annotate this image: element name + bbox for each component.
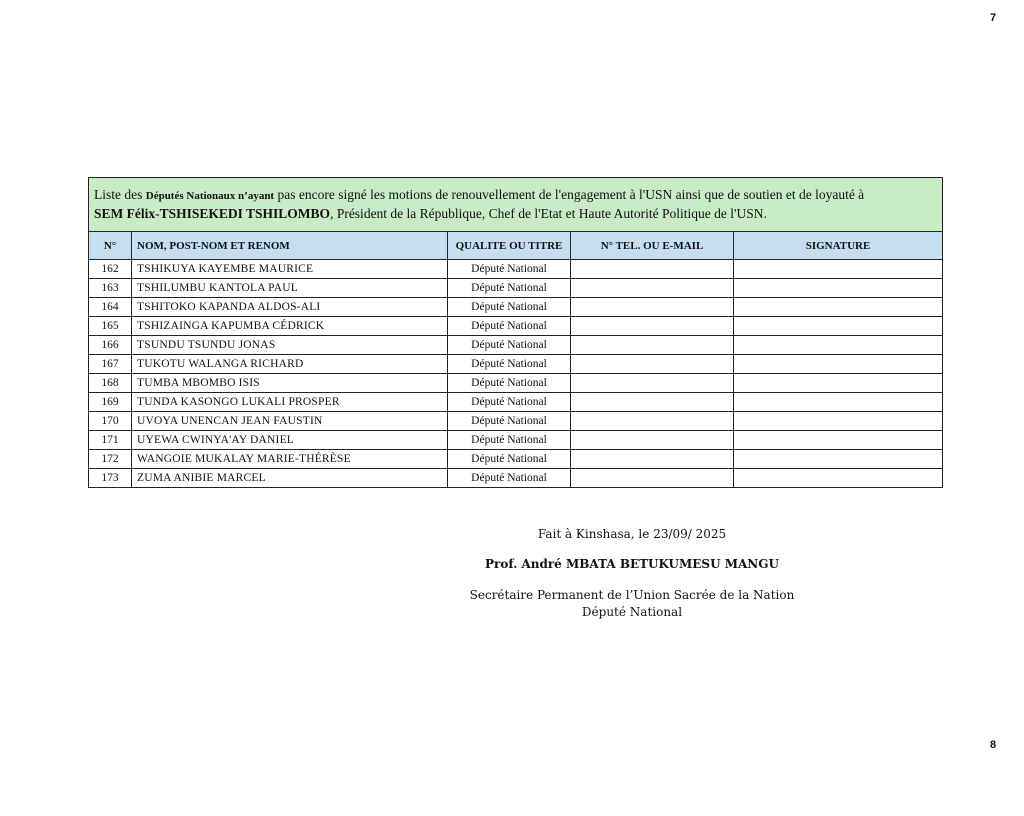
header-suffix: , Président de la République, Chef de l'Etat et Haute Autorité Politique de l'USN. (330, 206, 767, 221)
cell-name: TSHITOKO KAPANDA ALDOS-ALI (132, 298, 448, 317)
cell-signature (734, 469, 943, 488)
cell-number: 167 (89, 355, 132, 374)
cell-contact (571, 412, 734, 431)
cell-qualite: Député National (448, 393, 571, 412)
deputies-table (88, 177, 943, 488)
cell-qualite: Député National (448, 469, 571, 488)
table-row (89, 469, 943, 488)
cell-contact (571, 431, 734, 450)
cell-qualite: Député National (448, 374, 571, 393)
header-prefix: Liste des (94, 187, 146, 202)
cell-name: TUKOTU WALANGA RICHARD (132, 355, 448, 374)
table-header-text (89, 178, 943, 232)
cell-contact (571, 374, 734, 393)
cell-name: TSHIKUYA KAYEMBE MAURICE (132, 260, 448, 279)
cell-qualite: Député National (448, 298, 571, 317)
cell-contact (571, 469, 734, 488)
cell-number: 162 (89, 260, 132, 279)
cell-number: 169 (89, 393, 132, 412)
header-middle: pas encore signé les motions de renouvellement de l'engagement à l'USN ainsi que de soutien et de loyauté à (274, 187, 865, 202)
cell-qualite: Député National (448, 412, 571, 431)
page-number-bottom: 8 (990, 739, 997, 751)
cell-signature (734, 260, 943, 279)
cell-contact (571, 336, 734, 355)
table-row (89, 412, 943, 431)
table-row (89, 393, 943, 412)
cell-name: TUNDA KASONGO LUKALI PROSPER (132, 393, 448, 412)
cell-number: 172 (89, 450, 132, 469)
cell-signature (734, 279, 943, 298)
cell-signature (734, 298, 943, 317)
table-row (89, 450, 943, 469)
page-number-top: 7 (990, 12, 997, 24)
cell-name: TSUNDU TSUNDU JONAS (132, 336, 448, 355)
cell-qualite: Député National (448, 260, 571, 279)
cell-number: 166 (89, 336, 132, 355)
cell-qualite: Député National (448, 450, 571, 469)
cell-contact (571, 393, 734, 412)
cell-name: WANGOIE MUKALAY MARIE-THÉRÈSE (132, 450, 448, 469)
cell-name: UYEWA CWINYA'AY DANIEL (132, 431, 448, 450)
column-header-row (89, 232, 943, 260)
cell-number: 165 (89, 317, 132, 336)
table-row (89, 317, 943, 336)
col-header-name: NOM, POST-NOM ET RENOM (132, 232, 448, 260)
cell-signature (734, 374, 943, 393)
cell-signature (734, 355, 943, 374)
col-header-signature: SIGNATURE (734, 232, 943, 260)
signer-name: Prof. André MBATA BETUKUMESU MANGU (484, 557, 779, 571)
cell-contact (571, 298, 734, 317)
cell-signature (734, 450, 943, 469)
cell-name: TUMBA MBOMBO ISIS (132, 374, 448, 393)
cell-name: UVOYA UNENCAN JEAN FAUSTIN (132, 412, 448, 431)
cell-contact (571, 279, 734, 298)
header-bold-small: Députés Nationaux n’ayant (145, 190, 275, 202)
table-row (89, 374, 943, 393)
cell-name: TSHIZAINGA KAPUMBA CÉDRICK (132, 317, 448, 336)
table-row (89, 336, 943, 355)
signer-role-line1: Secrétaire Permanent de l’Union Sacrée de la Nation (469, 588, 795, 602)
header-bold-name: SEM Félix-TSHISEKEDI TSHILOMBO (94, 206, 331, 221)
signer-role-line2: Député National (581, 605, 683, 619)
cell-contact (571, 355, 734, 374)
cell-signature (734, 431, 943, 450)
table-row (89, 355, 943, 374)
cell-number: 164 (89, 298, 132, 317)
cell-signature (734, 393, 943, 412)
cell-contact (571, 260, 734, 279)
cell-contact (571, 317, 734, 336)
cell-signature (734, 412, 943, 431)
cell-qualite: Député National (448, 431, 571, 450)
cell-number: 170 (89, 412, 132, 431)
cell-qualite: Député National (448, 336, 571, 355)
table-row (89, 279, 943, 298)
table-row (89, 298, 943, 317)
cell-qualite: Député National (448, 355, 571, 374)
table-row (89, 260, 943, 279)
cell-qualite: Député National (448, 317, 571, 336)
col-header-contact: N° TEL. OU E-MAIL (571, 232, 734, 260)
signer-role (432, 587, 832, 621)
cell-signature (734, 336, 943, 355)
col-header-qual: QUALITE OU TITRE (448, 232, 571, 260)
cell-number: 168 (89, 374, 132, 393)
place-date: Fait à Kinshasa, le 23/09/ 2025 (537, 527, 727, 541)
cell-signature (734, 317, 943, 336)
cell-qualite: Député National (448, 279, 571, 298)
cell-number: 163 (89, 279, 132, 298)
col-header-num: N° (89, 232, 132, 260)
cell-name: ZUMA ANIBIE MARCEL (132, 469, 448, 488)
cell-number: 171 (89, 431, 132, 450)
cell-name: TSHILUMBU KANTOLA PAUL (132, 279, 448, 298)
cell-number: 173 (89, 469, 132, 488)
cell-contact (571, 450, 734, 469)
table-row (89, 431, 943, 450)
